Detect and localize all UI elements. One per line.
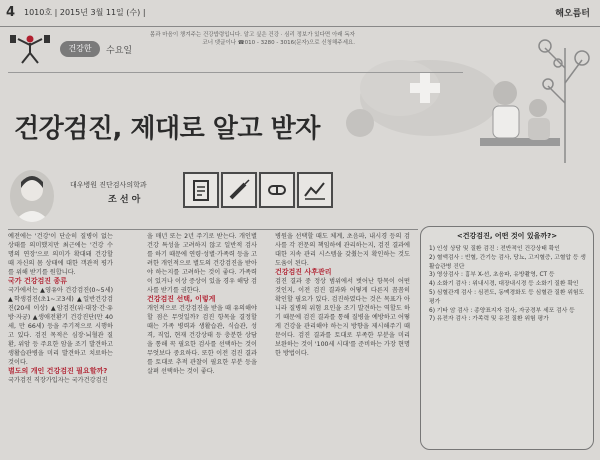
issue-info: 1010호 | 2015년 3월 11일 (수) | <box>24 8 146 17</box>
page-header <box>0 0 600 27</box>
list-item: 4) 소화기 검사 : 위내시경, 대장내시경 등 소화기 질환 확인 <box>429 281 579 288</box>
author-name: 조 선 아 <box>108 195 141 205</box>
section-intro: 몸과 마음이 챙겨주는 건강밥령입니다. 알고 싶은 건강 · 심리 정보가 있다면 아래 독자코너 댓글이나 ☎010 - 3280 - 3016(문자)으로 신청해주세요. <box>149 32 355 46</box>
page-number: 4 <box>6 5 16 20</box>
brand-label: 해오름터 <box>555 9 590 19</box>
paragraph: 국가검진 직장가입자는 국가건강검진 <box>8 377 108 384</box>
subheading: 건강검진 선택, 이렇게 <box>147 295 216 303</box>
section-tag: 건강한 <box>60 41 100 57</box>
paragraph: 병원을 선택할 때도 체계, 초음파, 내시경 등의 검사를 각 전문의 책임하에 관리하는지, 검진 결과에 대한 지속 관리 시스템을 갖췄는지 확인하는 것도 도움이 된다. <box>275 233 410 267</box>
list-item: 3) 영상검사 : 흉부 X-선, 초음파, 유방촬영, CT 등 <box>429 272 555 279</box>
exercise-figure-icon <box>6 33 54 65</box>
subheading: 별도의 개인 건강검진 필요할까? <box>8 367 108 375</box>
author-organization: 대우병원 진단검사의학과 <box>70 181 147 189</box>
list-item: 5) 심혈관계 검사 : 심전도, 동맥경화도 등 심혈관 질환 위험도 평가 <box>429 289 585 305</box>
paragraph: 을 매년 또는 2년 주기로 받는다. 개인별 건강 특성을 고려하지 않고 일반적 검사를 하기 때문에 연령·성별·가족력 등을 고려한 개인적으로 별도의 건강검진을 받아야 하는지를 고려하는 것이 좋다. 가족력이 있거나 이상 증상이 있을 경우 해당 검사를 받기를 권한다. <box>147 233 257 294</box>
paragraph: 국가에서는 ▲영유아 건강검진(0~5세) ▲학생검진(초1~고3세) ▲일반건강검진(20세 이상) ▲암검진(위·대장·간·유방·자궁) ▲생애전환기 건강진단(만 40세, 만 66세) 등을 주기적으로 시행하고 있다. 검진 목적은 심장·뇌혈관 질환, 위암 등 주요한 암을 조기 발견하고 생활습관병을 미리 발견하고 치료하는 것이다. <box>8 287 113 366</box>
divider <box>8 229 418 230</box>
checkup-types-box <box>420 226 594 450</box>
paragraph: 검진 결과 중 정상 범위에서 벗어난 항목이 어떤 것인지, 이전 검진 결과와 어떻게 다른지 꼼꼼히 확인할 필요가 있다. 검진하였다는 것은 목표가 아니라 질병의 위험 요인을 조기 발견하는 역할도 하기 때문에 검진 결과를 통해 질병을 예방하고 어떻게 건강을 관리해야 하는지 방향을 제시해주기 때문이다. 검진 결과를 토대로 부족한 부분을 미리 보완하는 것이 '100세 시대'를 준비하는 가장 현명한 방법이다. <box>275 278 410 357</box>
divider <box>8 72 463 73</box>
syringe-icon <box>221 172 257 208</box>
subheading: 국가 건강검진 종류 <box>8 277 67 285</box>
article-column-1 <box>8 232 113 385</box>
checkup-types-list <box>429 245 587 324</box>
section-subtitle: 수요일 <box>106 46 133 56</box>
list-item: 2) 혈액검사 : 빈혈, 간기능 검사, 당뇨, 고지혈증, 고혈압 등 생활습관병 진단 <box>429 254 586 270</box>
list-item: 7) 유전자 검사 : 가족력 및 유전 질환 위험 평가 <box>429 316 549 323</box>
list-item: 1) 인성 상담 및 질환 검진 : 전반적인 건강상태 확인 <box>429 246 560 252</box>
article-column-3 <box>275 232 410 358</box>
list-item: 6) 기타 암 검사 : 종양표지자 검사, 자궁경부 세포 검사 등 <box>429 307 575 314</box>
paragraph: 개인적으로 건강검진을 받을 때 유의해야 할 점은 무엇일까? 검진 항목을 결정할 때는 가족 병력과 생활습관, 식습관, 성격, 직업, 현재 건강상태 등 충분한 상담을 통해 꼭 필요한 검사를 선택하는 것이 무엇보다 중요하다. 또한 이전 검진 결과를 토대로 추적 관찰이 필요한 부분 등을 살펴 선택하는 것이 좋다. <box>147 305 257 375</box>
pill-icon <box>259 172 295 208</box>
subheading: 건강검진 사후관리 <box>275 268 332 276</box>
article-column-2 <box>147 232 257 376</box>
clipboard-icon <box>183 172 219 208</box>
paragraph: 예전에는 '건강'이 단순히 질병이 없는 상태를 의미했지만 최근에는 '건강 수명의 연장'으로 의미가 확대돼 건강할 때 자신의 몸 상태에 대한 객관적 평가를 위해 받기를 원합니다. <box>8 233 113 276</box>
author-photo <box>10 170 54 222</box>
medical-chart-icon <box>297 172 333 208</box>
article-title: 건강검진, 제대로 알고 받자 <box>14 114 320 144</box>
doctor-patient-illustration <box>290 28 595 168</box>
box-title: <건강검진, 어떤 것이 있을까?> <box>456 232 558 240</box>
